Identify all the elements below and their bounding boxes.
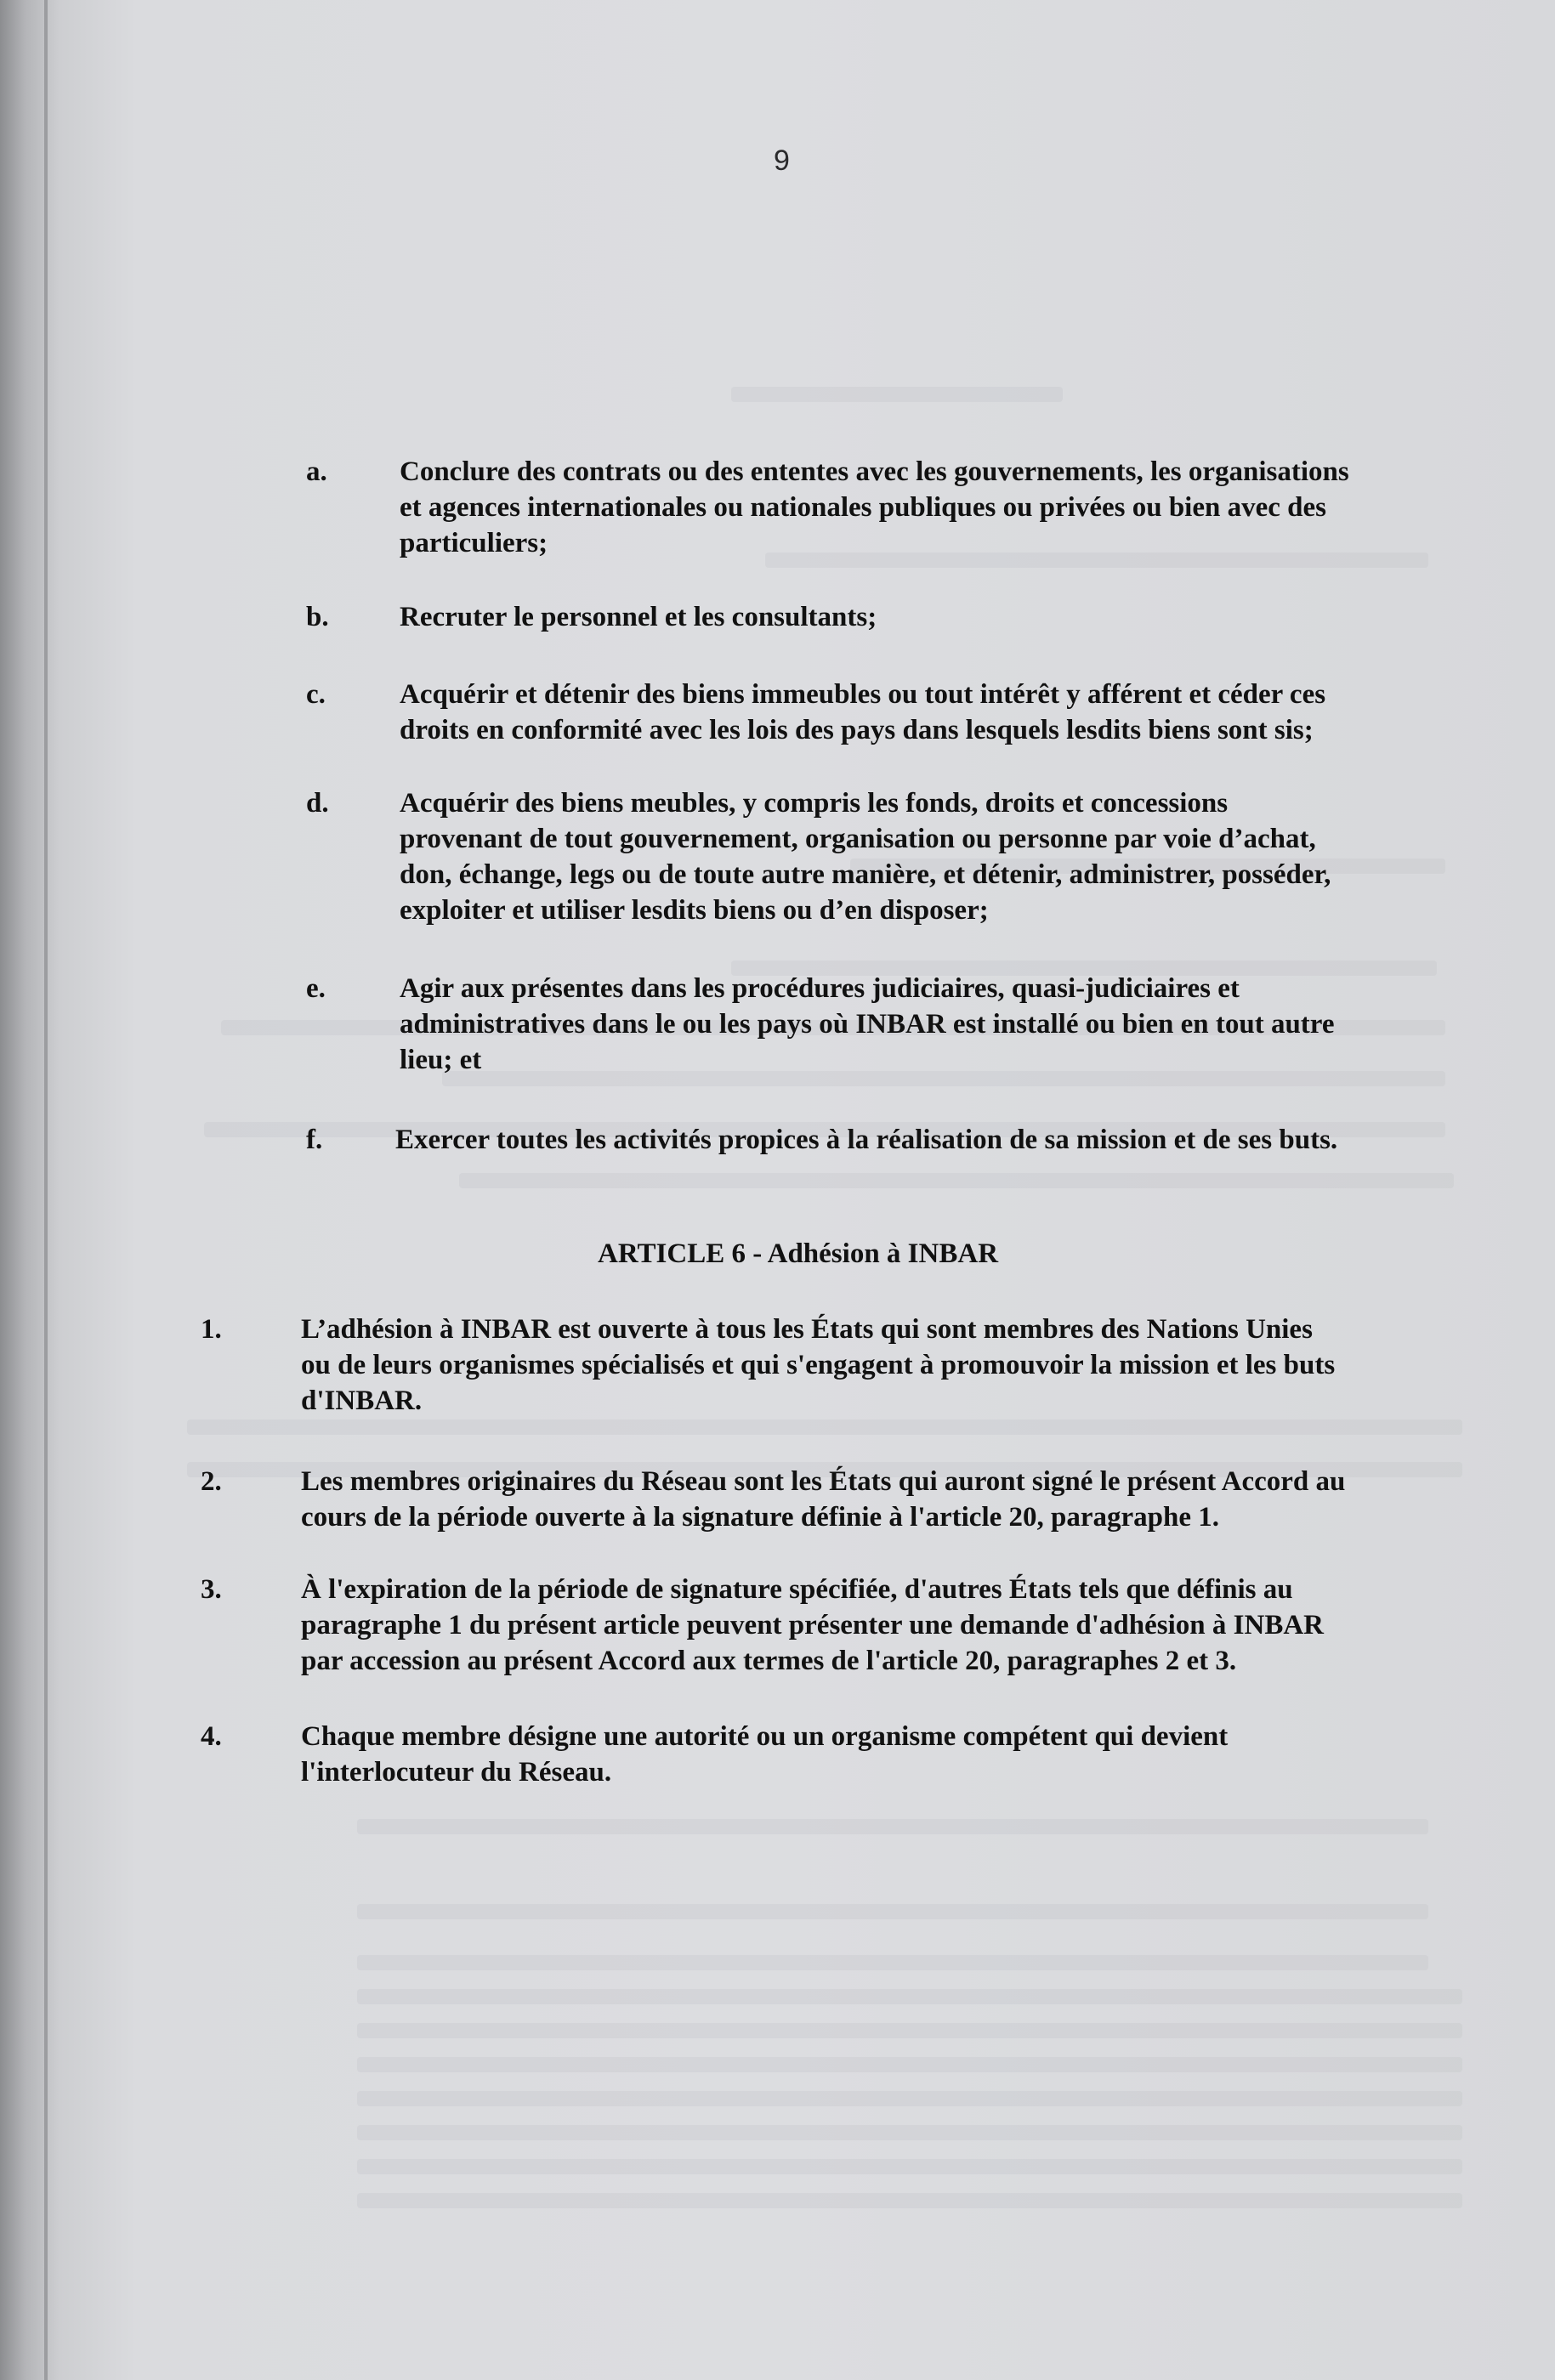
list-item-line: d'INBAR. bbox=[301, 1386, 423, 1416]
list-item-line: Acquérir et détenir des biens immeubles ou tout intérêt y afférent et céder ces bbox=[400, 679, 1326, 710]
list-marker: f. bbox=[306, 1125, 323, 1155]
list-item-line: Chaque membre désigne une autorité ou un organisme compétent qui devient bbox=[301, 1721, 1229, 1752]
list-marker: 1. bbox=[201, 1314, 222, 1345]
article-heading: ARTICLE 6 - Adhésion à INBAR bbox=[598, 1238, 999, 1269]
page-binding-edge bbox=[44, 0, 48, 2380]
page-number: 9 bbox=[774, 144, 790, 177]
list-item-line: don, échange, legs ou de toute autre manière, et détenir, administrer, posséder, bbox=[400, 859, 1331, 890]
list-marker: 3. bbox=[201, 1574, 222, 1605]
list-item-line: particuliers; bbox=[400, 528, 548, 558]
list-item-line: par accession au présent Accord aux termes de l'article 20, paragraphes 2 et 3. bbox=[301, 1646, 1237, 1676]
list-marker: a. bbox=[306, 456, 327, 487]
list-item-line: À l'expiration de la période de signature spécifiée, d'autres États tels que définis au bbox=[301, 1574, 1293, 1605]
list-marker: 2. bbox=[201, 1466, 222, 1497]
list-marker: b. bbox=[306, 602, 329, 632]
list-marker: d. bbox=[306, 788, 329, 819]
list-item-line: Exercer toutes les activités propices à la réalisation de sa mission et de ses buts. bbox=[395, 1125, 1338, 1155]
list-item-line: cours de la période ouverte à la signature définie à l'article 20, paragraphe 1. bbox=[301, 1502, 1220, 1533]
list-item-line: lieu; et bbox=[400, 1045, 482, 1075]
list-item-line: et agences internationales ou nationales publiques ou privées ou bien avec des bbox=[400, 492, 1326, 523]
list-marker: c. bbox=[306, 679, 326, 710]
list-item-line: exploiter et utiliser lesdits biens ou d’en disposer; bbox=[400, 895, 989, 926]
list-item-line: L’adhésion à INBAR est ouverte à tous les États qui sont membres des Nations Unies bbox=[301, 1314, 1313, 1345]
list-marker: e. bbox=[306, 973, 326, 1004]
list-item-line: ou de leurs organismes spécialisés et qui s'engagent à promouvoir la mission et les buts bbox=[301, 1350, 1336, 1380]
list-item-line: Conclure des contrats ou des ententes avec les gouvernements, les organisations bbox=[400, 456, 1349, 487]
list-item-line: Recruter le personnel et les consultants; bbox=[400, 602, 877, 632]
list-item-line: administratives dans le ou les pays où INBAR est installé ou bien en tout autre bbox=[400, 1009, 1335, 1040]
list-item-line: l'interlocuteur du Réseau. bbox=[301, 1757, 612, 1788]
list-item-line: provenant de tout gouvernement, organisation ou personne par voie d’achat, bbox=[400, 824, 1316, 854]
list-marker: 4. bbox=[201, 1721, 222, 1752]
list-item-line: paragraphe 1 du présent article peuvent présenter une demande d'adhésion à INBAR bbox=[301, 1610, 1325, 1640]
list-item-line: Acquérir des biens meubles, y compris les fonds, droits et concessions bbox=[400, 788, 1229, 819]
list-item-line: droits en conformité avec les lois des pays dans lesquels lesdits biens sont sis; bbox=[400, 715, 1314, 745]
list-item-line: Agir aux présentes dans les procédures judiciaires, quasi-judiciaires et bbox=[400, 973, 1240, 1004]
list-item-line: Les membres originaires du Réseau sont les États qui auront signé le présent Accord au bbox=[301, 1466, 1346, 1497]
